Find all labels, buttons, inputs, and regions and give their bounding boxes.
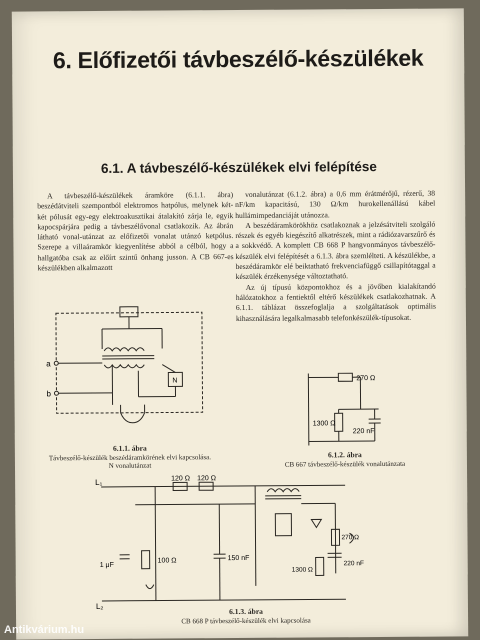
n-label: N bbox=[172, 377, 178, 385]
c-220-label: 220 nF bbox=[352, 428, 375, 436]
figure-number: 6.1.3. ábra bbox=[229, 606, 263, 617]
figure-number: 6.1.1. ábra bbox=[112, 443, 147, 453]
figure-6-1-3-caption bbox=[136, 607, 356, 626]
terminal-a-label: a bbox=[46, 359, 51, 369]
microphone-symbol bbox=[120, 307, 138, 317]
section-title: 6.1. A távbeszélő-készülékek elvi felépítése bbox=[100, 159, 377, 176]
body-paragraph: Az új típusú központokhoz és a jövőben kialakítandó hálózatokhoz a fentiektől eltérő készülékek csatlakozhatnak. A 6.1.1. táblázat összefoglalja a szolgáltatások optimális kihasználására legalkalmasabb telefonkészülék-típusokat. bbox=[235, 281, 436, 323]
earpiece-symbol bbox=[121, 413, 145, 423]
resistor-1300 bbox=[335, 413, 343, 431]
r-120-b-label: 120 Ω bbox=[197, 475, 216, 483]
figure-6-1-1-caption bbox=[35, 444, 225, 471]
c-150nf-label: 150 nF bbox=[227, 554, 250, 563]
chapter-title: 6. Előfizetői távbeszélő-készülékek bbox=[52, 44, 424, 74]
l1-label: L₁ bbox=[95, 477, 103, 488]
c-1uf-label: 1 μF bbox=[99, 561, 114, 569]
body-paragraph: vonalutánzat (6.1.2. ábra) a 0,6 mm érátmérőjű, rézerű, 38 nF/km kapacitású, 130 Ω/km hurokellenállású kábel hullámimpedanciáját utánozza. bbox=[235, 188, 436, 220]
r-120-a-label: 120 Ω bbox=[171, 475, 190, 483]
figure-6-1-2-caption bbox=[255, 451, 435, 469]
r-100-label: 100 Ω bbox=[157, 557, 177, 565]
body-paragraph: A távbeszélő-készülékek áramköre (6.1.1. ábra) beszédátviteli szempontból elektromos hatpólus, melynek két-két pólusát egy-egy elektroakusztikai átalakító zárja le, egyik kapocspárjára pedig a távbeszélővonal csatlakozik. Az ábrán látható vonal-utánzat az előfizetői vonalat utánzó ketpólus. Szerepe a villaáramkör kiegyenlítése abból a célból, hogy a hallgatóba csak az előírt szintű önhang jusson. A CB 667-es készülékben alkalmazott bbox=[37, 190, 234, 273]
transformer-coil bbox=[104, 348, 144, 351]
c-220-label: 220 nF bbox=[343, 560, 364, 568]
r-1300-label: 1300 Ω bbox=[312, 420, 336, 428]
r-1300-label: 1300 Ω bbox=[291, 566, 313, 574]
l2-label: L₂ bbox=[95, 601, 104, 612]
hook-switch bbox=[146, 585, 154, 589]
resistor-100 bbox=[142, 551, 150, 569]
right-column bbox=[235, 189, 436, 324]
transformer-coil bbox=[267, 489, 299, 492]
r-270-label: 270 Ω bbox=[356, 375, 376, 383]
left-column bbox=[37, 190, 234, 274]
diode-symbol bbox=[311, 519, 321, 527]
figure-6-1-2-schematic bbox=[298, 369, 389, 450]
figure-subcaption: N vonalutánzat bbox=[108, 461, 152, 470]
resistor-1300-b bbox=[316, 557, 324, 575]
watermark-logo: Antikvárium.hu bbox=[4, 624, 85, 636]
figure-6-1-3-schematic bbox=[95, 473, 396, 613]
figure-caption-text: CB 667 távbeszélő-készülék vonalutánzata bbox=[284, 459, 406, 469]
figure-caption-text: Távbeszélő-készülék beszédáramkörének elvi kapcsolása. bbox=[48, 452, 212, 462]
figure-6-1-1-schematic bbox=[42, 300, 213, 441]
amplifier-box bbox=[275, 514, 291, 536]
figure-number: 6.1.2. ábra bbox=[328, 450, 362, 460]
r-270-label: 270 Ω bbox=[341, 534, 360, 542]
figure-caption-text: CB 668 P távbeszélő-készülék elvi kapcsolása bbox=[181, 616, 311, 625]
terminal-b-label: b bbox=[46, 389, 51, 399]
resistor-270 bbox=[338, 373, 352, 381]
body-paragraph: A beszédáramkörökhöz csatlakoznak a jelzésátviteli szolgáló részek és egyéb kiegészítő alkatrészek, mint a rádiózavarszűrő és a sokkvédő. A komplett CB 668 P hangvonmányos távbeszélő-készülék elvi felépítését a 6.1.3. ábra szemlélteti. A készülékbe, a beszédáramkör elé beiktatható frekvenciafüggő csillapítótaggal a készülék érzékenysége változtatható. bbox=[235, 219, 436, 282]
book-page bbox=[12, 8, 468, 639]
